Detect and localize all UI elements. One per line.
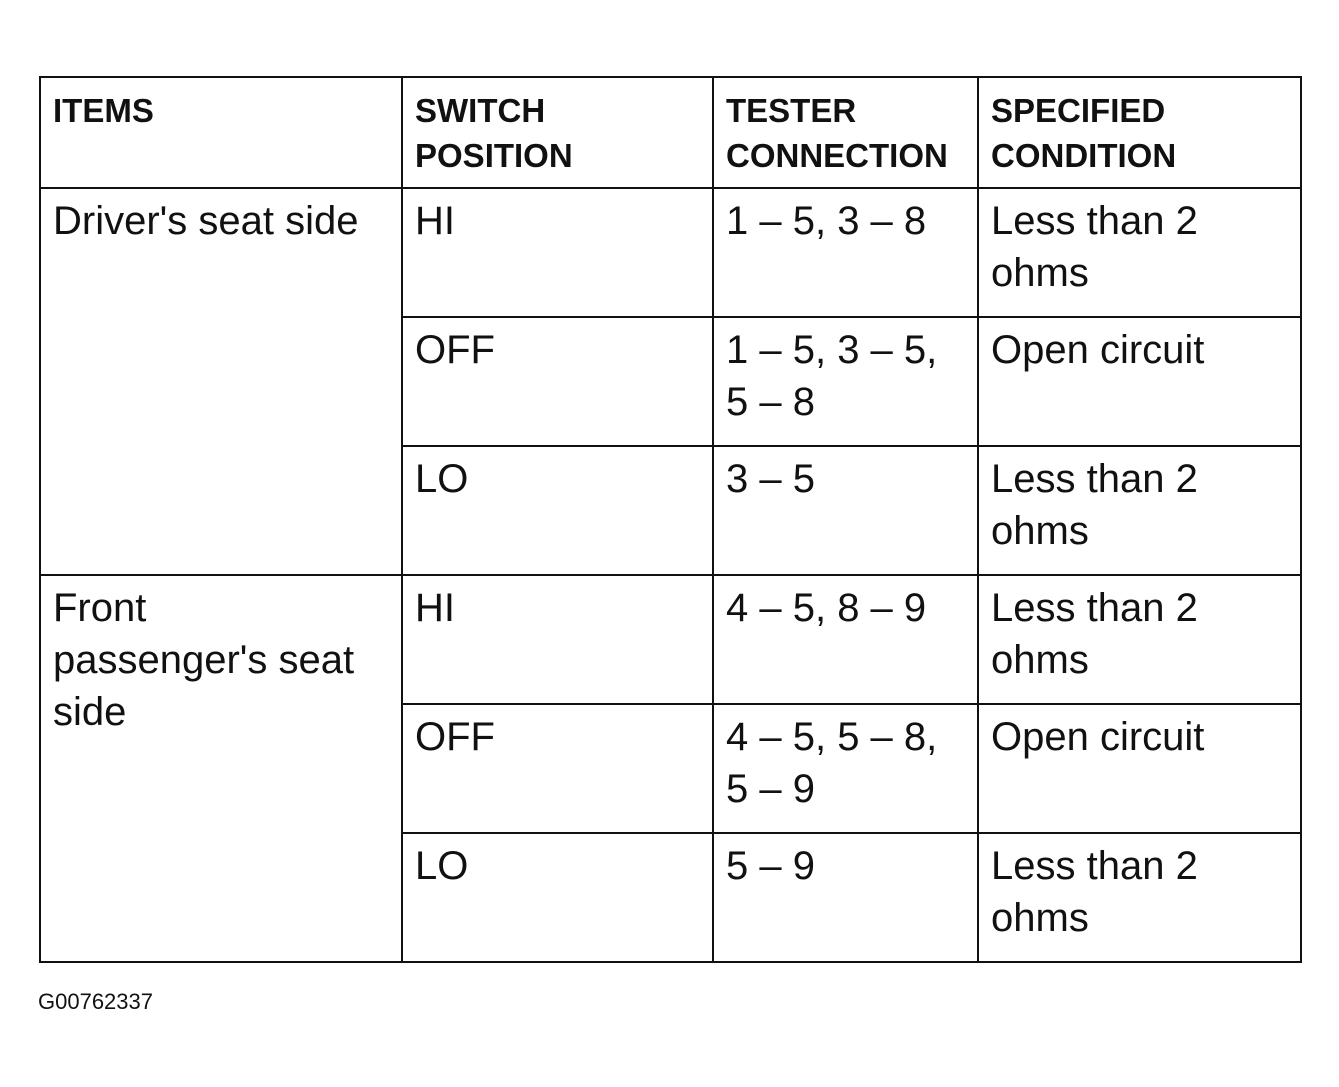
header-switch-line2: POSITION [415,137,573,174]
condition-line: Less than 2 [991,199,1198,243]
switch-cell [402,833,713,962]
header-tester-line2: CONNECTION [726,137,948,174]
header-specified-line1: SPECIFIED [991,92,1166,129]
tester-line: 1 – 5, 3 – 8 [726,199,927,243]
switch-cell [402,575,713,704]
spec-table [39,76,1302,963]
condition-line: Open circuit [991,328,1205,372]
tester-line: 1 – 5, 3 – 5, [726,328,938,372]
condition-cell [978,833,1301,962]
condition-cell [978,188,1301,317]
item-line: Driver's seat side [53,199,359,243]
header-items-text: ITEMS [53,92,154,129]
condition-line: Less than 2 [991,844,1198,888]
tester-cell [713,188,978,317]
condition-line: ohms [991,251,1089,295]
header-tester-connection [713,77,978,188]
switch-cell [402,704,713,833]
tester-cell [713,446,978,575]
tester-line: 3 – 5 [726,457,815,501]
tester-cell [713,704,978,833]
header-switch-position [402,77,713,188]
switch-cell [402,188,713,317]
condition-line: ohms [991,638,1089,682]
figure-id: G00762337 [38,989,153,1014]
condition-line: ohms [991,896,1089,940]
tester-cell [713,575,978,704]
switch-value: LO [415,457,469,501]
switch-value: LO [415,844,469,888]
tester-line: 5 – 9 [726,844,815,888]
header-tester-line1: TESTER [726,92,857,129]
item-cell-drivers-seat [40,188,402,575]
item-line: passenger's seat [53,638,355,682]
tester-line: 4 – 5, 8 – 9 [726,586,927,630]
tester-line: 4 – 5, 5 – 8, [726,715,938,759]
condition-cell [978,704,1301,833]
tester-cell [713,317,978,446]
condition-cell [978,317,1301,446]
header-switch-line1: SWITCH [415,92,546,129]
header-specified-condition [978,77,1301,188]
tester-cell [713,833,978,962]
condition-cell [978,446,1301,575]
switch-cell [402,317,713,446]
switch-value: OFF [415,715,495,759]
tester-line: 5 – 9 [726,767,815,811]
table-row [40,575,1301,704]
item-cell-front-passenger-seat [40,575,402,962]
switch-cell [402,446,713,575]
switch-value: HI [415,586,455,630]
header-specified-line2: CONDITION [991,137,1177,174]
header-row [40,77,1301,188]
condition-line: Less than 2 [991,586,1198,630]
switch-value: HI [415,199,455,243]
condition-line: Open circuit [991,715,1205,759]
table-row [40,188,1301,317]
tester-line: 5 – 8 [726,380,815,424]
condition-cell [978,575,1301,704]
item-line: Front [53,586,147,630]
item-line: side [53,690,127,734]
condition-line: Less than 2 [991,457,1198,501]
condition-line: ohms [991,509,1089,553]
switch-value: OFF [415,328,495,372]
header-items [40,77,402,188]
